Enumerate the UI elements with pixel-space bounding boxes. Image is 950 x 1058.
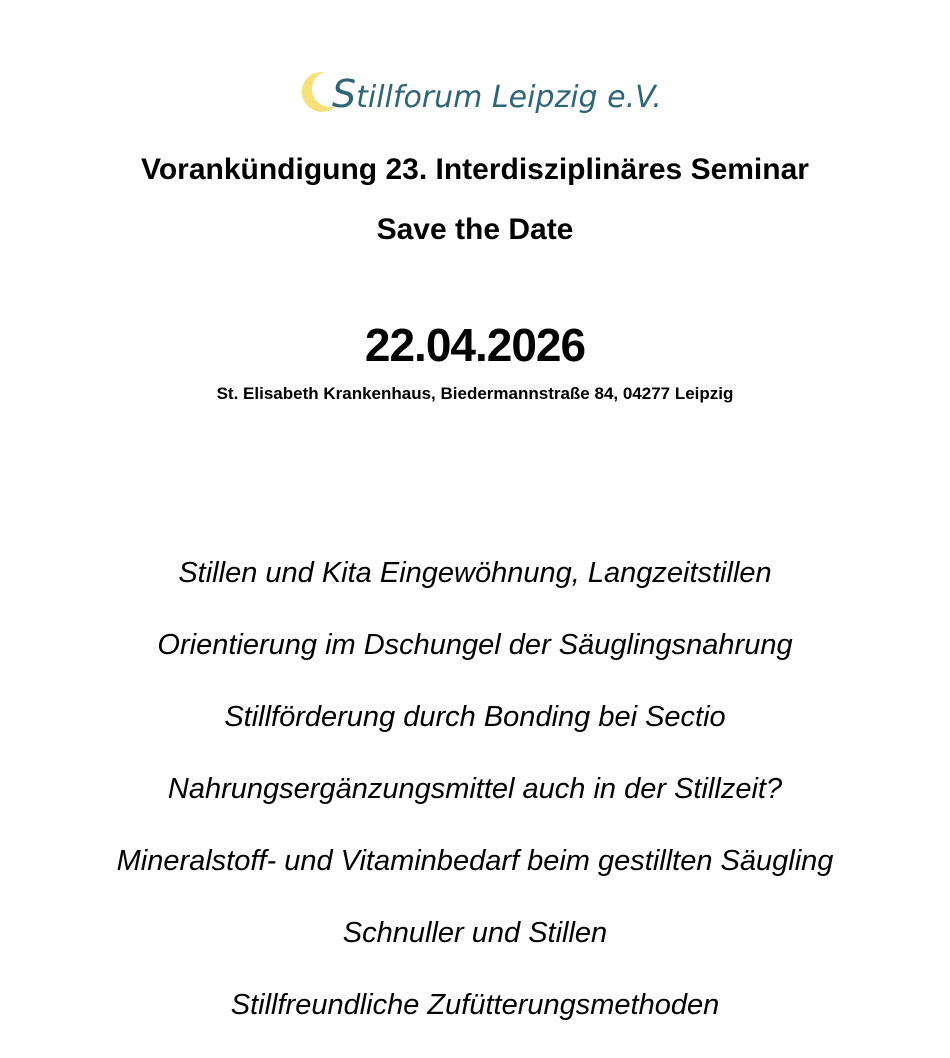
topic-item: Stillförderung durch Bonding bei Sectio xyxy=(224,701,726,733)
logo-initial: S xyxy=(332,72,357,116)
event-location: St. Elisabeth Krankenhaus, Biedermannstraße 84, 04277 Leipzig xyxy=(216,384,734,403)
topic-list xyxy=(0,554,950,1058)
topic-item: Stillen und Kita Eingewöhnung, Langzeitstillen xyxy=(178,557,772,589)
topic-item: Schnuller und Stillen xyxy=(342,917,608,949)
seminar-title: Vorankündigung 23. Interdisziplinäres Seminar xyxy=(141,153,809,186)
stillforum-logo xyxy=(286,42,666,132)
topic-item: Stillfreundliche Zufütterungsmethoden xyxy=(230,989,720,1021)
logo-wordmark xyxy=(332,72,662,116)
event-date: 22.04.2026 xyxy=(364,319,586,371)
topic-item: Nahrungsergänzungsmittel auch in der Stillzeit? xyxy=(167,773,783,805)
save-the-date: Save the Date xyxy=(376,213,574,246)
logo-name: tillforum Leipzig e.V. xyxy=(356,80,662,115)
topic-item: Orientierung im Dschungel der Säuglingsnahrung xyxy=(157,629,793,661)
topic-item: Mineralstoff- und Vitaminbedarf beim gestillten Säugling xyxy=(116,845,834,877)
